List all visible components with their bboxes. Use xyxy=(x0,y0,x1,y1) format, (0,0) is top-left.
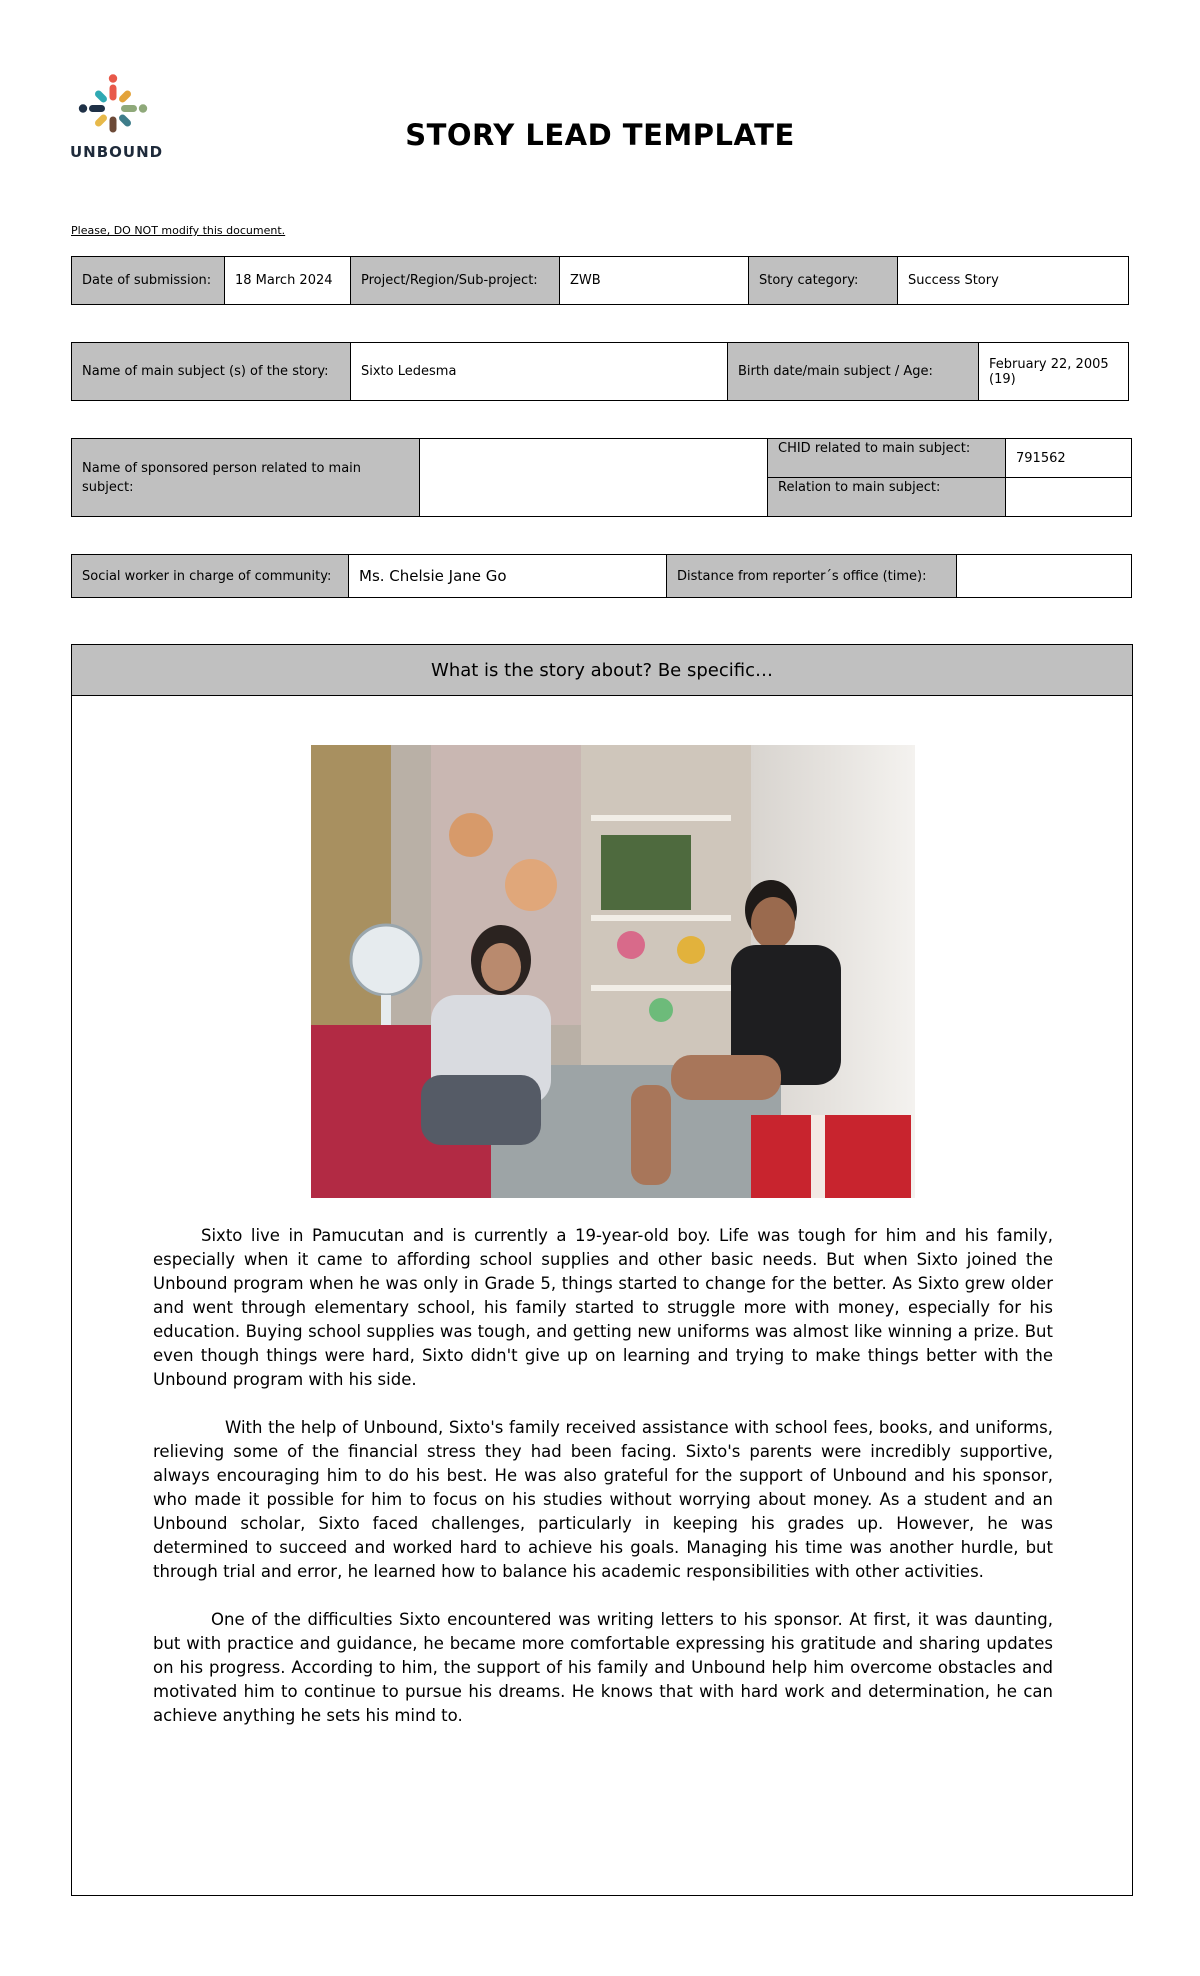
project-value[interactable]: ZWB xyxy=(560,257,749,305)
story-paragraph: Sixto live in Pamucutan and is currently a 19-year-old boy. Life was tough for him and his family, especially when it came to affording school supplies and other basic needs. But when Sixto joined the Unbound program when he was only in Grade 5, things started to change for the better. As Sixto grew older and went through elementary school, his family started to struggle more with money, especially for his education. Buying school supplies was tough, and getting new uniforms was almost like winning a prize. But even though things were hard, Sixto didn't give up on learning and trying to make things better with the Unbound program with his side. xyxy=(153,1226,1053,1389)
date-value[interactable]: 18 March 2024 xyxy=(225,257,351,305)
social-worker-value[interactable]: Ms. Chelsie Jane Go xyxy=(349,555,667,598)
logo-wordmark: UNBOUND xyxy=(70,143,164,161)
relation-label: Relation to main subject: xyxy=(768,478,1006,517)
social-worker-label: Social worker in charge of community: xyxy=(72,555,349,598)
submission-info-table xyxy=(71,256,1129,305)
sponsored-label: Name of sponsored person related to main subject: xyxy=(72,439,420,517)
date-label: Date of submission: xyxy=(72,257,225,305)
category-value[interactable]: Success Story xyxy=(898,257,1129,305)
modify-notice: Please, DO NOT modify this document. xyxy=(71,224,286,237)
story-body xyxy=(153,1224,1053,1752)
story-paragraph: With the help of Unbound, Sixto's family received assistance with school fees, books, and uniforms, relieving some of the financial stress they had been facing. Sixto's parents were incredibly supportive, always encouraging him to do his best. He was also grateful for the support of Unbound and his sponsor, who made it possible for him to focus on his studies without worrying about money. As a student and an Unbound scholar, Sixto faced challenges, particularly in keeping his grades up. However, he was determined to succeed and worked hard to achieve his goals. Managing his time was another hurdle, but through trial and error, he learned how to balance his academic responsibilities with other activities. xyxy=(153,1418,1053,1581)
distance-label: Distance from reporter´s office (time): xyxy=(667,555,957,598)
birth-value[interactable]: February 22, 2005 (19) xyxy=(979,343,1129,401)
story-paragraph: One of the difficulties Sixto encountered was writing letters to his sponsor. At first, it was daunting, but with practice and guidance, he became more comfortable expressing his gratitude and sharing updates on his progress. According to him, the support of his family and Unbound help him overcome obstacles and motivated him to continue to pursue his dreams. He knows that with hard work and determination, he can achieve anything he sets his mind to. xyxy=(153,1610,1053,1725)
story-photo xyxy=(311,745,915,1198)
subject-label: Name of main subject (s) of the story: xyxy=(72,343,351,401)
subject-value[interactable]: Sixto Ledesma xyxy=(351,343,728,401)
page-title: STORY LEAD TEMPLATE xyxy=(405,118,795,152)
category-label: Story category: xyxy=(749,257,898,305)
sponsor-info-table xyxy=(71,438,1132,517)
social-worker-table xyxy=(71,554,1132,598)
birth-label: Birth date/main subject / Age: xyxy=(728,343,979,401)
project-label: Project/Region/Sub-project: xyxy=(351,257,560,305)
chid-value[interactable]: 791562 xyxy=(1006,439,1132,478)
subject-info-table xyxy=(71,342,1129,401)
chid-label: CHID related to main subject: xyxy=(768,439,1006,478)
relation-value[interactable] xyxy=(1006,478,1132,517)
story-heading: What is the story about? Be specific… xyxy=(72,645,1132,696)
distance-value[interactable] xyxy=(957,555,1132,598)
sponsored-value[interactable] xyxy=(420,439,768,517)
